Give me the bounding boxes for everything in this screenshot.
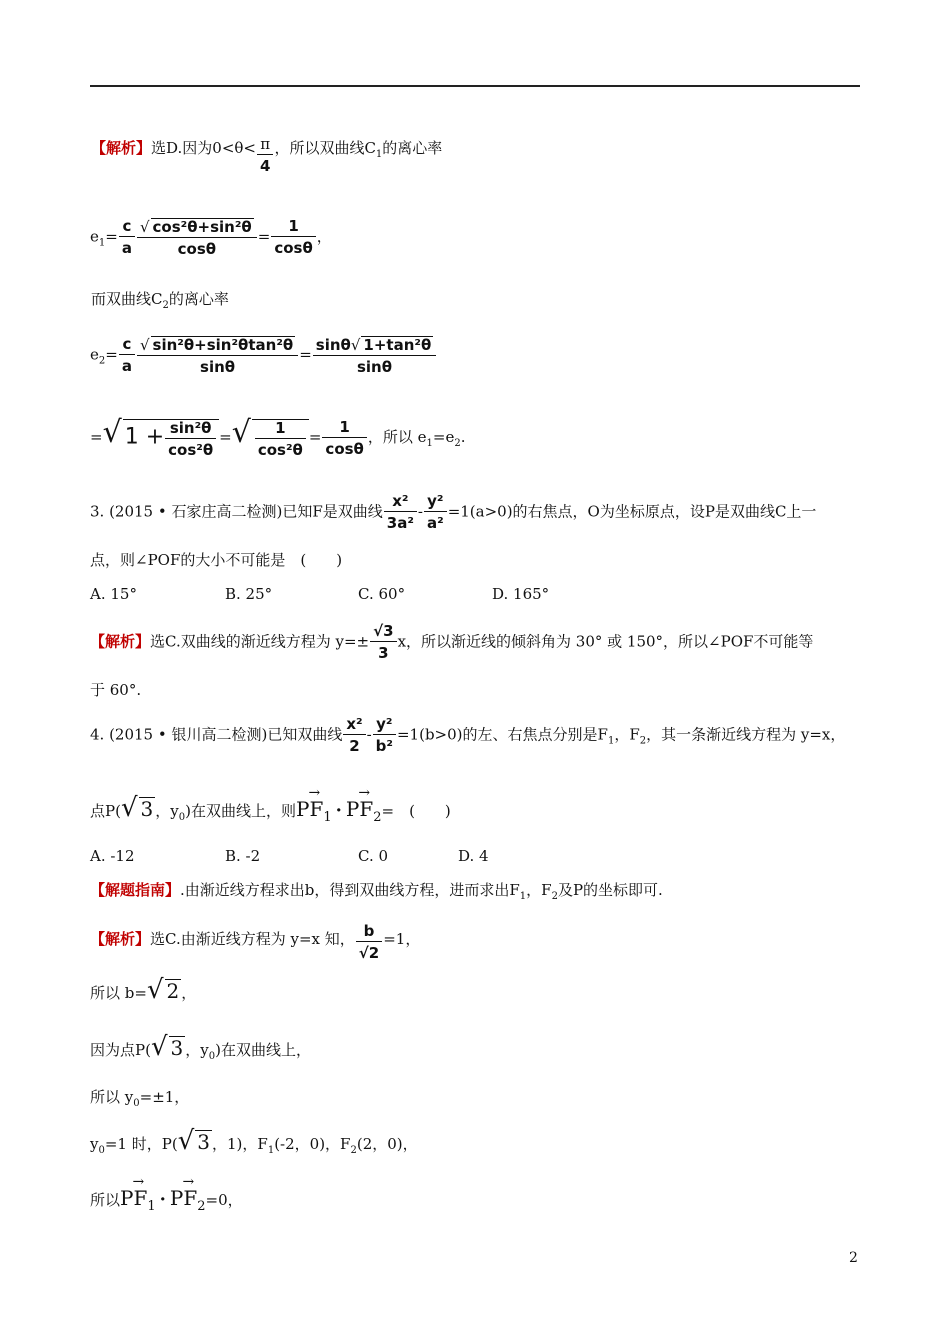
pi-over-4: $\frac{\pi}{4}$ (257, 137, 273, 174)
q4-option-c: C. 0 (358, 847, 389, 865)
guide-label: 【解题指南】 (90, 881, 181, 899)
vector-pf1-final: → $PF_1$ (120, 1188, 156, 1213)
q3-solution-line1: 【解析】选C.双曲线的渐近线方程为 y=± $\frac{√3}{3}$ x，所以渐近线的倾斜角为 30° 或 150°，所以∠POF不可能等 (90, 622, 814, 662)
q3-option-c: C. 60° (358, 585, 406, 603)
q3-option-b: B. 25° (225, 585, 273, 603)
header-rule (90, 85, 860, 87)
b-over-sqrt2: $\frac{b}{√2}$ (356, 924, 382, 961)
q2-line3: 而双曲线$C_2$的离心率 (91, 290, 229, 311)
vector-pf1: → $PF_1$ (296, 799, 332, 824)
e2-final-formula: =√ 1 + $\frac{\text{sin²θ}}{\text{cos²θ}}$ =√ $\frac{1}{\text{cos²θ}}$ = $\frac{1}{\cos\theta}$ ，所以 $e_1=e_2$. (90, 415, 466, 459)
c-over-a-2: $\frac{c}{a}$ (119, 337, 135, 374)
q3-option-d: D. 165° (492, 585, 550, 603)
dot-product-result: 所以→ $PF_1 \cdot\to PF_2=0$， (90, 1188, 243, 1213)
y0-value: 所以 $y_0=\pm 1$， (90, 1088, 190, 1109)
radical-one-over-cos2: $\frac{1}{\text{cos²θ}}$ (252, 419, 309, 458)
q3-option-a: A. 15° (90, 585, 137, 603)
c-over-a: $\frac{c}{a}$ (119, 219, 135, 256)
q4-stem-line2: 点P(√ 3 ，$y_0$)在双曲线上，则→ $PF_1 \cdot\to PF_2=$ ( ) (90, 795, 451, 824)
x2-over-3a2: $\frac{\text{x²}}{\text{3a²}}$ (384, 494, 417, 531)
q3-stem-line1: 3. (2015 • 石家庄高二检测)已知F是双曲线 $\frac{\text{x²}}{\text{3a²}}$ - $\frac{\text{y²}}{\text{a²}}$ =1(a>0)的右焦点，O为坐标原点，设P是双曲线C上一 (90, 492, 817, 532)
one-over-cos-final: $\frac{1}{\cos\theta}$ (322, 420, 366, 457)
vector-pf2: → $PF_2$ (346, 799, 382, 824)
y2-over-b2: $\frac{\text{y²}}{\text{b²}}$ (373, 717, 396, 754)
q4-guide: 【解题指南】.由渐近线方程求出b，得到双曲线方程，进而求出$F_1$，$F_2$及P的坐标即可. (90, 881, 663, 902)
e1-radical-fraction: $\frac{\text{√ cos²θ+sin²θ}}{\cos\theta}$ (137, 218, 257, 257)
radical-one-plus-fraction: 1 + $\frac{\text{sin²θ}}{\text{cos²θ}}$ (123, 419, 219, 458)
x2-over-2: $\frac{\text{x²}}{2}$ (343, 717, 365, 754)
q4-stem-line1: 4. (2015 • 银川高二检测)已知双曲线 $\frac{\text{x²}}{2}$ - $\frac{\text{y²}}{\text{b²}}$ =1(b>0)的左、右焦点分别是$F_1$，$F_2$，其一条渐近线方程为 y=x， (90, 715, 846, 755)
q4-option-d: D. 4 (458, 847, 489, 865)
q4-option-b: B. -2 (225, 847, 261, 865)
q3-solution-line2: 于 60°. (90, 681, 142, 699)
q2-solution-line1: 【解析】选D.因为0<θ< $\frac{\pi}{4}$ ，所以双曲线$C_1$的离心率 (91, 135, 443, 175)
solution-label: 【解析】 (91, 139, 152, 157)
case-y0-equals-1: $y_0=1$ 时，P(√ 3 ，1)，$F_1(-2$，0)，$F_2(2$，0)， (90, 1126, 418, 1156)
y2-over-a2: $\frac{\text{y²}}{\text{a²}}$ (424, 494, 447, 531)
e1-formula: $e_1=$ $\frac{c}{a}$ $\frac{\text{√ cos²θ+sin²θ}}{\cos\theta}$ = $\frac{1}{\cos\theta}$ ， (90, 217, 332, 258)
sqrt3-over-3: $\frac{√3}{3}$ (370, 624, 396, 661)
one-over-cos: $\frac{1}{\cos\theta}$ (271, 219, 315, 256)
q3-stem-line2: 点，则∠POF的大小不可能是 ( ) (90, 551, 343, 569)
e2-formula: $e_2=$ $\frac{c}{a}$ $\frac{\text{√ sin²θ+sin²θtan²θ}}{\sin\theta}$ = $\frac{\text{sinθ√ 1+tan²θ}}{\sin\theta}$ (90, 336, 437, 375)
vector-pf2-final: → $PF_2$ (170, 1188, 206, 1213)
q4-option-a: A. -12 (90, 847, 135, 865)
e2-radical-fraction: $\frac{\text{√ sin²θ+sin²θtan²θ}}{\sin\theta}$ (137, 336, 298, 375)
point-p-on-hyperbola: 因为点P(√ 3 ，$y_0$)在双曲线上， (90, 1032, 311, 1062)
e2-simplified-fraction: $\frac{\text{sinθ√ 1+tan²θ}}{\sin\theta}$ (313, 336, 436, 375)
q4-solution-line1: 【解析】选C.由渐近线方程为 y=x 知， $\frac{b}{√2}$ =1， (90, 922, 421, 962)
b-equals-sqrt2: 所以 b=√ 2 ， (90, 975, 197, 1005)
page-number: 2 (849, 1250, 858, 1266)
